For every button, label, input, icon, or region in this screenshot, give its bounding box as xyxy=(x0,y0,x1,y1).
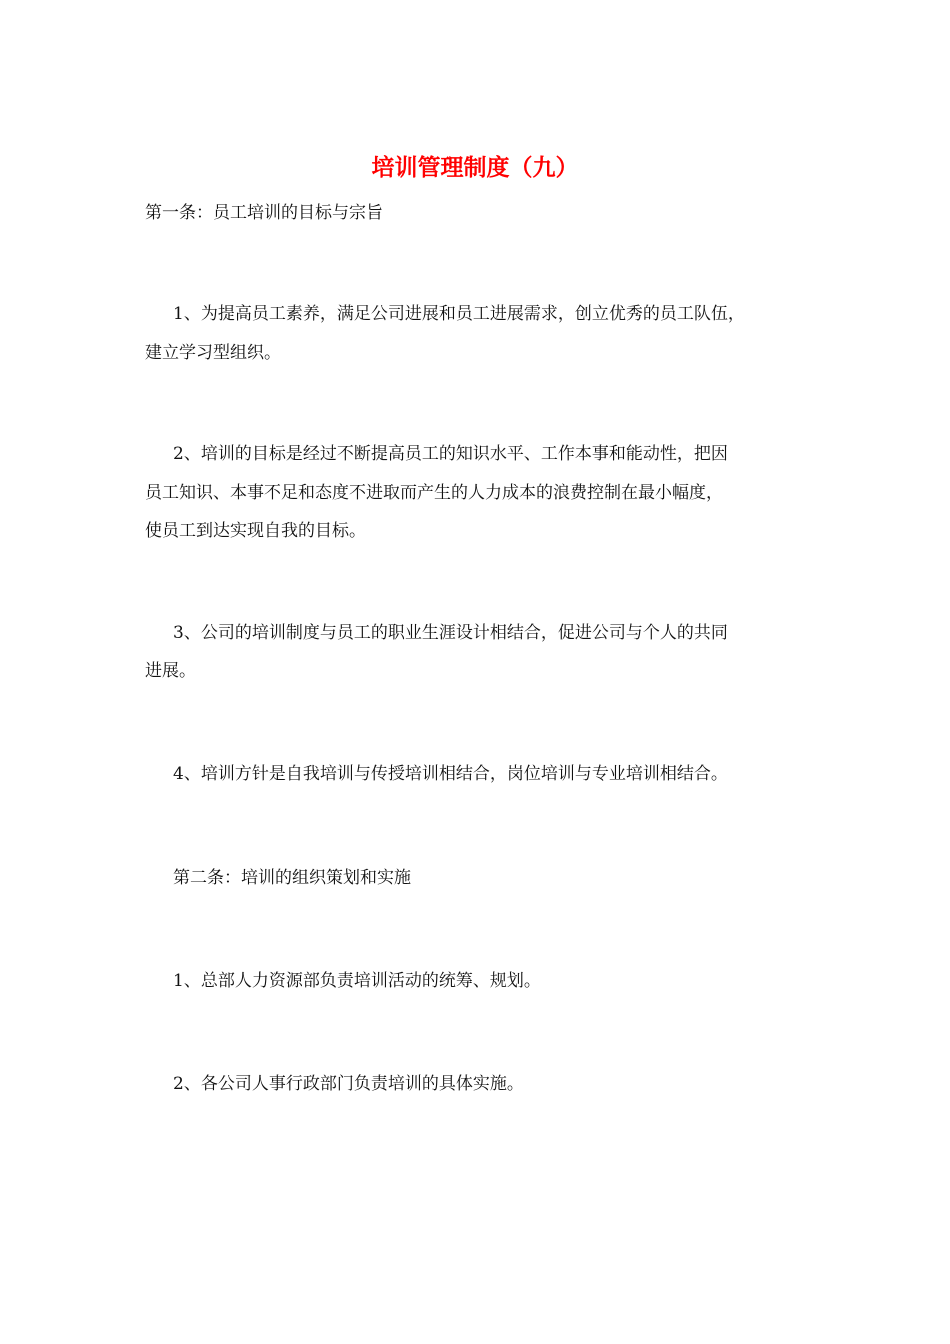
paragraph-1-line-2: 建立学习型组织。 xyxy=(145,343,281,363)
paragraph-2-line-1: 2、培训的目标是经过不断提高员工的知识水平、工作本事和能动性，把因 xyxy=(173,444,728,464)
article-2-heading: 第二条：培训的组织策划和实施 xyxy=(173,868,411,888)
paragraph-1-line-1: 1、为提高员工素养，满足公司进展和员工进展需求，创立优秀的员工队伍， xyxy=(173,304,745,324)
article-1-heading: 第一条：员工培训的目标与宗旨 xyxy=(145,203,383,223)
paragraph-5-line-1: 1、总部人力资源部负责培训活动的统筹、规划。 xyxy=(173,971,541,991)
paragraph-3-line-1: 3、公司的培训制度与员工的职业生涯设计相结合，促进公司与个人的共同 xyxy=(173,623,728,643)
paragraph-6-line-1: 2、各公司人事行政部门负责培训的具体实施。 xyxy=(173,1074,524,1094)
paragraph-4-line-1: 4、培训方针是自我培训与传授培训相结合，岗位培训与专业培训相结合。 xyxy=(173,764,728,784)
paragraph-2-line-2: 员工知识、本事不足和态度不进取而产生的人力成本的浪费控制在最小幅度， xyxy=(145,483,723,503)
paragraph-3-line-2: 进展。 xyxy=(145,661,196,681)
paragraph-2-line-3: 使员工到达实现自我的目标。 xyxy=(145,521,366,541)
document-title: 培训管理制度（九） xyxy=(371,154,579,181)
